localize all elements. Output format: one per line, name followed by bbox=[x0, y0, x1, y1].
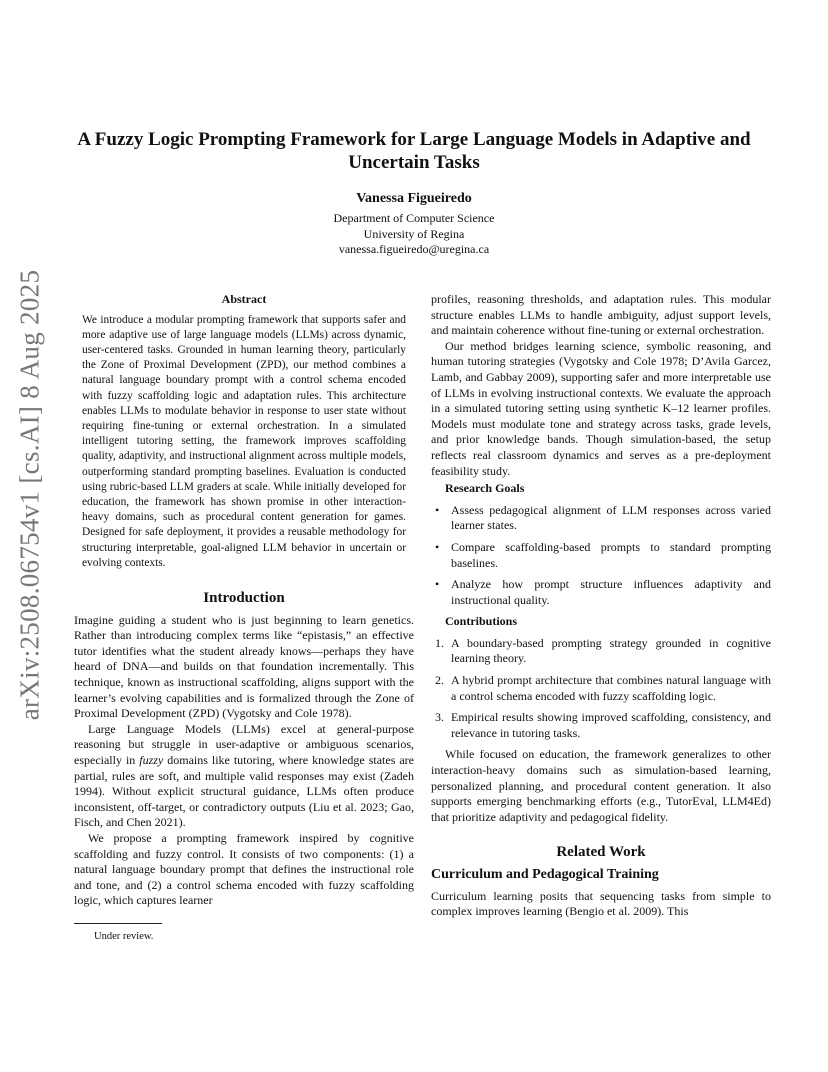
intro-p2-emphasis: fuzzy bbox=[139, 752, 164, 767]
intro-paragraph-3: We propose a prompting framework inspired by cognitive scaffolding and fuzzy control. It consists of two components: (1) a natural language boundary prompt that defines the instructional role and tone, and (2) a control schema encoded with fuzzy scaffolding logic, which captures learner bbox=[74, 830, 414, 908]
footnote: Under review. bbox=[94, 930, 154, 942]
item-number: 2. bbox=[435, 673, 444, 688]
list-item bbox=[431, 503, 771, 534]
intro-paragraph-continued: profiles, reasoning thresholds, and adaptation rules. This modular structure enables LLMs to handle ambiguity, adjust support levels, and maintain coherence without fine-tuning or external orchestration. bbox=[431, 292, 771, 338]
goal-text: Assess pedagogical alignment of LLM responses across varied learner states. bbox=[451, 502, 771, 533]
related-work-paragraph: Curriculum learning posits that sequencing tasks from simple to complex improves learning (Bengio et al. 2009). This bbox=[431, 888, 771, 919]
arxiv-stamp: arXiv:2508.06754v1 [cs.AI] 8 Aug 2025 bbox=[14, 269, 45, 721]
contributions-list bbox=[431, 636, 771, 742]
introduction-heading: Introduction bbox=[203, 590, 285, 607]
item-number: 3. bbox=[435, 710, 444, 725]
list-item bbox=[431, 636, 771, 667]
department: Department of Computer Science bbox=[333, 211, 495, 225]
list-item bbox=[431, 540, 771, 571]
method-paragraph: Our method bridges learning science, symbolic reasoning, and human tutoring strategies (Vygotsky and Cole 1978; D’Avila Garcez, Lamb, and Gabbay 2009), supporting safer and more interpretable use of LLMs in evolving instructional contexts. We evaluate the approach in a simulated tutoring setting using synthetic K–12 learner profiles. Models must modulate tone and strategy across tasks, grade levels, and prior knowledge bands. Though simulation-based, the setup reflects real classroom dynamics and serves as a pre-deployment feasibility study. bbox=[431, 338, 771, 478]
goal-text: Analyze how prompt structure influences adaptivity and instructional quality. bbox=[451, 577, 771, 607]
abstract-text: We introduce a modular prompting framework that supports safer and more adaptive use of large language models (LLMs) across dynamic, user-centered tasks. Grounded in human learning theory, particularly the Zone of Proximal Development (ZPD), our method combines a natural language boundary prompt with a control schema encoded with fuzzy scaffolding logic and adaptation rules. This architecture enables LLMs to modulate behavior in response to user state without requiring fine-tuning or external orchestration. In a simulated intelligent tutoring setting, the framework improves scaffolding quality, adaptivity, and instructional alignment across multiple models, outperforming standard prompting baselines. Evaluation is conducted using rubric-based LLM graders at scale. While initially developed for education, the framework has shown promise in other interaction-heavy domains, such as procedural content generation for games. Designed for safe deployment, it provides a reusable methodology for structuring interpretable, goal-aligned LLM behavior in uncertain or evolving contexts. bbox=[82, 313, 406, 569]
affiliation bbox=[0, 211, 828, 258]
research-goals-heading: Research Goals bbox=[445, 481, 525, 496]
contribution-text: Empirical results showing improved scaffolding, consistency, and relevance in tutoring tasks. bbox=[451, 710, 771, 740]
intro-paragraph-1: Imagine guiding a student who is just beginning to learn genetics. Rather than introducing complex terms like “epistasis,” an effective tutor identifies what the student already knows—perhaps they have heard of DNA—and builds on that foundation incrementally. This technique, known as instructional scaffolding, aligns support with the learner’s evolving capabilities and is formalized through the Zone of Proximal Development (ZPD) (Vygotsky and Cole 1978). bbox=[74, 612, 414, 721]
contributions-heading: Contributions bbox=[445, 614, 518, 629]
contribution-text: A hybrid prompt architecture that combines natural language with a control schema encoded with fuzzy scaffolding logic. bbox=[451, 673, 771, 703]
research-goals-list bbox=[431, 503, 771, 609]
author-name: Vanessa Figueiredo bbox=[356, 191, 472, 206]
intro-p2-text-b: domains like tutoring, where knowledge states are partial, rules are soft, and multiple valid responses may exist (Zadeh 1994). Without explicit structural guidance, LLMs often produce inconsistent, off-target, or contradictory outputs (Liu et al. 2023; Gao, Fisch, and Chen 2021). bbox=[74, 752, 415, 830]
author-email: vanessa.figueiredo@uregina.ca bbox=[338, 242, 490, 256]
list-item bbox=[431, 673, 771, 704]
bullet-icon: • bbox=[435, 577, 440, 592]
bullet-icon: • bbox=[435, 539, 440, 554]
intro-p2-text-a: Large Language Models (LLMs) excel at general-purpose reasoning but struggle in user-adaptive or ambiguous scenarios, especially in bbox=[74, 721, 414, 767]
paper-title: A Fuzzy Logic Prompting Framework for Large Language Models in Adaptive and Uncertain Tasks bbox=[77, 129, 751, 173]
left-column bbox=[74, 292, 414, 945]
contribution-text: A boundary-based prompting strategy grounded in cognitive learning theory. bbox=[451, 635, 771, 666]
footnote-divider bbox=[74, 923, 162, 924]
abstract-heading: Abstract bbox=[221, 292, 267, 306]
right-column bbox=[431, 292, 771, 920]
item-number: 1. bbox=[435, 635, 444, 650]
list-item bbox=[431, 710, 771, 741]
related-work-heading: Related Work bbox=[556, 844, 646, 861]
intro-paragraph-2 bbox=[74, 722, 414, 831]
list-item bbox=[431, 577, 771, 608]
bullet-icon: • bbox=[435, 502, 440, 517]
curriculum-subheading: Curriculum and Pedagogical Training bbox=[431, 867, 659, 882]
generalization-paragraph: While focused on education, the framework generalizes to other interaction-heavy domains such as simulation-based learning, personalized planning, and procedural content generation. It also supports emerging benchmarking efforts (e.g., TutorEval, LLM4Ed) that prioritize adaptivity and pedagogical fidelity. bbox=[431, 747, 771, 824]
goal-text: Compare scaffolding-based prompts to standard prompting baselines. bbox=[451, 539, 771, 570]
university: University of Regina bbox=[363, 226, 465, 241]
